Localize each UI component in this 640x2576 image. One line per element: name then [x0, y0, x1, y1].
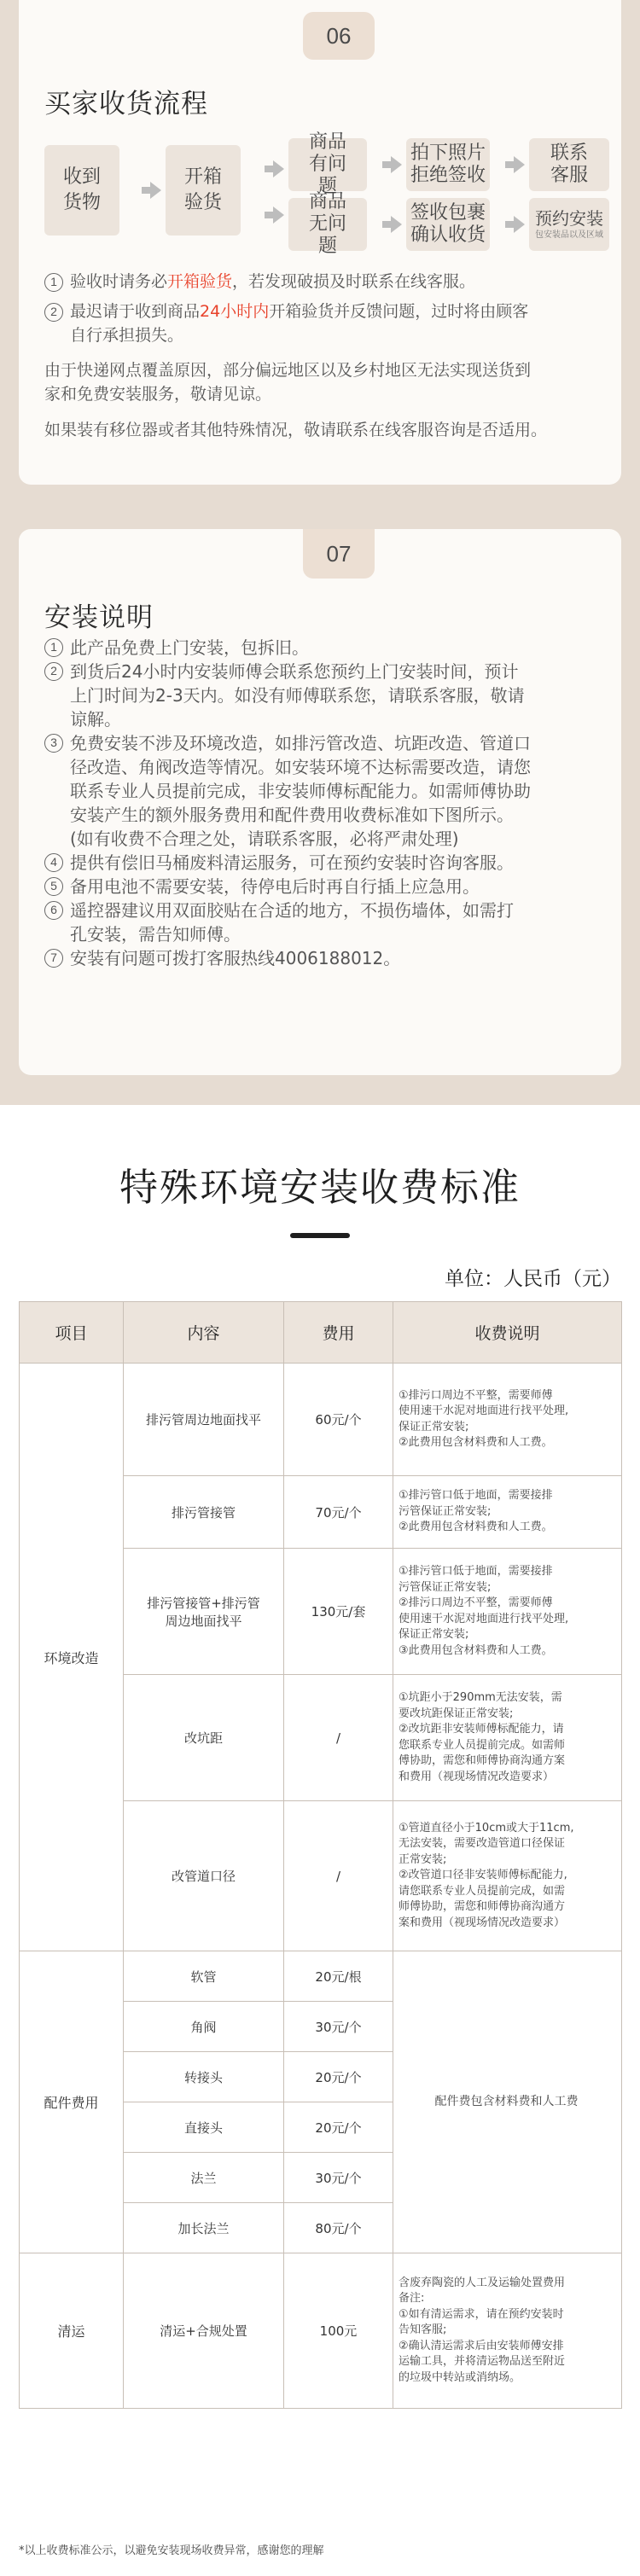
cost-cell: 80元/个: [284, 2203, 393, 2253]
content-cell: 改管道口径: [124, 1801, 284, 1951]
install-item-4: 4 提供有偿旧马桶废料清运服务，可在预约安装时咨询客服。: [44, 851, 599, 875]
note-2: 2 最迟请于收到商品24小时内开箱验货并反馈问题，过时将由顾客 自行承担损失。: [44, 299, 608, 347]
description-cell: ①排污管口低于地面，需要接排 污管保证正常安装; ②此费用包含材料费和人工费。: [393, 1476, 622, 1549]
flow-confirm-receipt: 签收包裹确认收货: [406, 198, 490, 251]
fee-standard-title: 特殊环境安装收费标准: [119, 1165, 521, 1210]
top-background: [0, 0, 640, 1105]
table-header-row: [20, 1302, 622, 1364]
category-parts: 配件费用: [20, 1951, 124, 2253]
header-description: 收费说明: [393, 1302, 622, 1364]
content-cell: 角阀: [124, 2002, 284, 2052]
arrow-right-icon: [273, 160, 284, 177]
buyer-receiving-card: [19, 0, 621, 485]
install-instructions-title: 安装说明: [44, 602, 154, 633]
arrow-right-icon: [391, 216, 402, 233]
currency-unit: 单位：人民币（元）: [445, 1268, 621, 1290]
category-env: 环境改造: [20, 1364, 124, 1951]
cost-cell: 30元/个: [284, 2002, 393, 2052]
install-item-3: 3 免费安装不涉及环境改造，如排污管改造、坑距改造、管道口 径改造、角阀改造等情况。如安装环境不达标需要改造，请您 联系专业人员提前完成，非安装师傅标配能力。如需师傅协助 安装产生的额外服务费用和配件费用收费标准如下图所示。 (如有收费不合理之处，请联系客服，必将严肃处理): [44, 731, 599, 851]
fee-table: [19, 1301, 622, 2409]
cost-cell: 30元/个: [284, 2153, 393, 2203]
note-1: 1 验收时请务必开箱验货，若发现破损及时联系在线客服。: [44, 270, 608, 294]
description-cell: ①坑距小于290mm无法安装，需 要改坑距保证正常安装; ②改坑距非安装师傅标配能力，请 您联系专业人员提前完成。如需师 傅协助，需您和师傅协商沟通方案 和费用（视现场情况改造要求）: [393, 1675, 622, 1801]
install-item-2: 2 到货后24小时内安装师傅会联系您预约上门安装时间，预计 上门时间为2-3天内。如没有师傅联系您，请联系客服，敬请 谅解。: [44, 660, 599, 731]
cost-cell: 20元/个: [284, 2052, 393, 2102]
cost-cell: /: [284, 1801, 393, 1951]
install-item-7: 7 安装有问题可拨打客服热线4006188012。: [44, 946, 599, 970]
cost-cell: /: [284, 1675, 393, 1801]
content-cell: 排污管接管+排污管 周边地面找平: [124, 1549, 284, 1675]
cost-cell: 100元: [284, 2253, 393, 2409]
install-item-1: 1 此产品免费上门安装，包拆旧。: [44, 636, 599, 660]
install-item-6: 6 遥控器建议用双面胶贴在合适的地方，不损伤墙体，如需打 孔安装，需告知师傅。: [44, 898, 599, 946]
arrow-right-icon: [391, 156, 402, 173]
section-number-07: 07: [303, 529, 375, 579]
install-instructions-card: [19, 529, 621, 1075]
flow-appoint-install: 预约安装 包安装品以及区域: [529, 198, 609, 251]
flow-has-problem: 商品有问题: [288, 138, 367, 191]
flow-no-problem: 商品无问题: [288, 198, 367, 251]
content-cell: 清运+合规处置: [124, 2253, 284, 2409]
content-cell: 改坑距: [124, 1675, 284, 1801]
title-divider: [290, 1233, 350, 1238]
description-cell: 含废弃陶瓷的人工及运输处置费用 备注: ①如有清运需求，请在预约安装时 告知客服; ②确认清运需求后由安装师傅安排 运输工具，并将清运物品送至附近 的垃圾中转站或消纳场。: [393, 2253, 622, 2409]
install-instructions-list: [44, 636, 599, 970]
flow-reject-sign: 拍下照片拒绝签收: [406, 138, 490, 191]
flow-open-inspect: 开箱验货: [166, 145, 241, 236]
install-item-5: 5 备用电池不需要安装，待停电后时再自行插上应急用。: [44, 875, 599, 898]
content-cell: 排污管接管: [124, 1476, 284, 1549]
header-cost: 费用: [284, 1302, 393, 1364]
table-row: [20, 1951, 622, 2002]
cost-cell: 20元/根: [284, 1951, 393, 2002]
content-cell: 排污管周边地面找平: [124, 1364, 284, 1476]
content-cell: 软管: [124, 1951, 284, 2002]
flow-receive-goods: 收到货物: [44, 145, 119, 236]
cost-cell: 60元/个: [284, 1364, 393, 1476]
category-clear: 清运: [20, 2253, 124, 2409]
arrow-right-icon: [273, 206, 284, 224]
content-cell: 直接头: [124, 2102, 284, 2153]
description-cell: ①排污口周边不平整，需要师傅 使用速干水泥对地面进行找平处理, 保证正常安装; ②此费用包含材料费和人工费。: [393, 1364, 622, 1476]
cost-cell: 20元/个: [284, 2102, 393, 2153]
table-row: [20, 2253, 622, 2409]
delivery-notice: 由于快递网点覆盖原因，部分偏远地区以及乡村地区无法实现送货到 家和免费安装服务，敬请见谅。: [44, 361, 532, 404]
content-cell: 法兰: [124, 2153, 284, 2203]
arrow-right-icon: [514, 156, 525, 173]
footnote: *以上收费标准公示，以避免安装现场收费异常，感谢您的理解: [19, 2544, 324, 2557]
arrow-right-icon: [150, 182, 161, 199]
cost-cell: 130元/套: [284, 1549, 393, 1675]
header-item: 项目: [20, 1302, 124, 1364]
parts-description: 配件费包含材料费和人工费: [393, 1951, 622, 2253]
content-cell: 转接头: [124, 2052, 284, 2102]
table-row: [20, 1364, 622, 1476]
description-cell: ①管道直径小于10cm或大于11cm, 无法安装，需要改造管道口径保证 正常安装; ②改管道口径非安装师傅标配能力, 请您联系专业人员提前完成，如需 师傅协助，需您和师傅协商沟通方 案和费用（视现场情况改造要求）: [393, 1801, 622, 1951]
flow-contact-service: 联系客服: [529, 138, 609, 191]
content-cell: 加长法兰: [124, 2203, 284, 2253]
header-content: 内容: [124, 1302, 284, 1364]
cost-cell: 70元/个: [284, 1476, 393, 1549]
special-case-notice: 如果装有移位器或者其他特殊情况，敬请联系在线客服咨询是否适用。: [44, 421, 548, 439]
section-number-06: 06: [303, 12, 375, 60]
description-cell: ①排污管口低于地面，需要接排 污管保证正常安装; ②排污口周边不平整，需要师傅 使用速干水泥对地面进行找平处理, 保证正常安装; ③此费用包含材料费和人工费。: [393, 1549, 622, 1675]
buyer-receiving-title: 买家收货流程: [44, 89, 208, 119]
arrow-right-icon: [514, 216, 525, 233]
